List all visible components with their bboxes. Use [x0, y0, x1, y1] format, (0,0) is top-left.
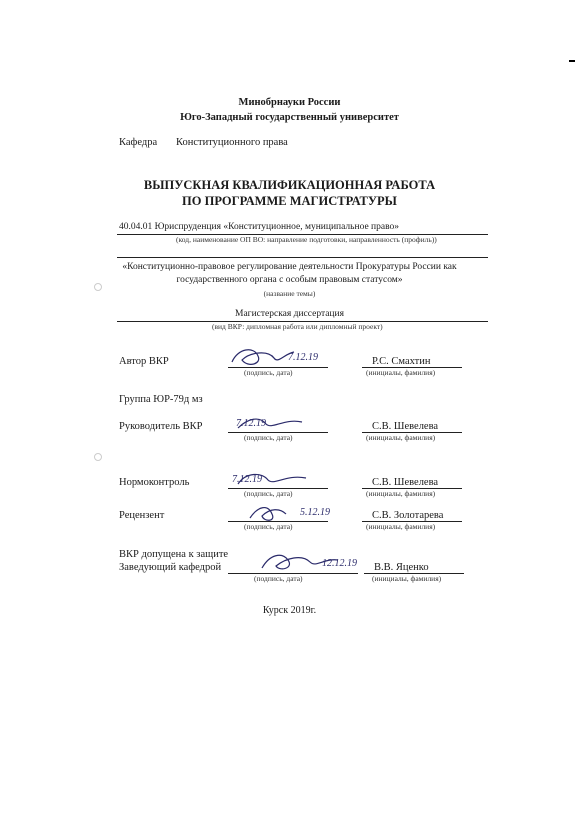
work-type-caption: (вид ВКР: дипломная работа или дипломный проект) [212, 322, 383, 331]
reviewer-label: Рецензент [119, 510, 165, 521]
city-year: Курск 2019г. [262, 605, 317, 616]
admission-label-line2: Заведующий кафедрой [119, 562, 222, 573]
norm-control-label: Нормоконтроль [119, 477, 190, 488]
topic-caption: (название темы) [263, 289, 316, 298]
document-title-line2: ПО ПРОГРАММЕ МАГИСТРАТУРЫ [182, 194, 397, 208]
reviewer-date: 5.12.19 [300, 507, 330, 518]
ministry-name: Минобрнауки России [238, 97, 341, 108]
norm-control-name: С.В. Шевелева [372, 477, 439, 488]
reviewer-name: С.В. Золотарева [372, 510, 444, 521]
supervisor-name: С.В. Шевелева [372, 421, 439, 432]
admission-name-caption: (инициалы, фамилия) [372, 574, 442, 583]
author-date: 7.12.19 [288, 352, 318, 363]
binder-hole-bottom [94, 453, 102, 461]
reviewer-name-caption: (инициалы, фамилия) [366, 522, 436, 531]
department-name: Конституционного права [176, 137, 288, 148]
group-label: Группа ЮР-79д мз [119, 394, 203, 405]
supervisor-date: 7.12.19 [236, 418, 266, 429]
author-label: Автор ВКР [119, 356, 169, 367]
author-sign-caption: (подпись, дата) [244, 368, 293, 377]
norm-control-sign-caption: (подпись, дата) [244, 489, 293, 498]
norm-control-date: 7.12.19 [232, 474, 262, 485]
department-label: Кафедра [119, 137, 158, 148]
admission-sign-caption: (подпись, дата) [254, 574, 303, 583]
author-name-caption: (инициалы, фамилия) [366, 368, 436, 377]
program-value: 40.04.01 Юриспруденция «Конституционное, муниципальное право» [119, 222, 400, 232]
university-name: Юго-Западный государственный университет [180, 112, 399, 123]
work-type-value: Магистерская диссертация [235, 309, 344, 319]
admission-label-line1: ВКР допущена к защите [119, 549, 229, 560]
author-name: Р.С. Смахтин [372, 356, 431, 367]
norm-control-name-caption: (инициалы, фамилия) [366, 489, 436, 498]
topic-line1: «Конституционно-правовое регулирование деятельности Прокуратуры России как [122, 262, 457, 272]
document-title-line1: ВЫПУСКНАЯ КВАЛИФИКАЦИОННАЯ РАБОТА [143, 178, 436, 192]
supervisor-name-caption: (инициалы, фамилия) [366, 433, 436, 442]
reviewer-sign-caption: (подпись, дата) [244, 522, 293, 531]
supervisor-label: Руководитель ВКР [119, 421, 203, 432]
program-caption: (код, наименование ОП ВО: направление подготовки, направленность (профиль)) [176, 235, 437, 244]
admission-name: В.В. Яценко [374, 562, 429, 573]
binder-hole-top [94, 283, 102, 291]
supervisor-sign-caption: (подпись, дата) [244, 433, 293, 442]
edge-mark [569, 60, 575, 62]
topic-line2: государственного органа с особым правовым статусом» [176, 275, 403, 285]
topic-top-line [117, 257, 488, 258]
admission-date: 12.12.19 [322, 558, 357, 569]
